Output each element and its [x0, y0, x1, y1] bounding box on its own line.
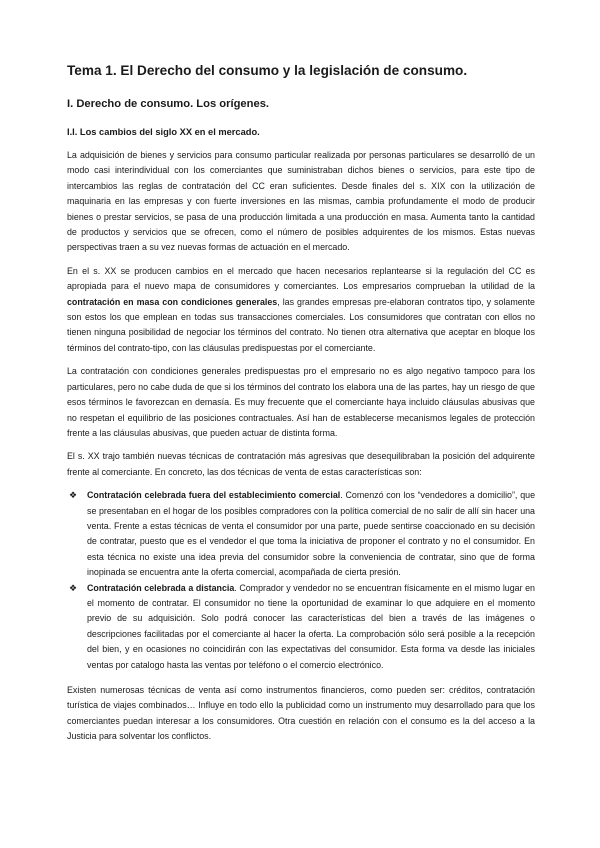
- paragraph-2-text-after: , las grandes empresas pre-elaboran contratos tipo, y solamente son estos los que emplean en todas sus transacciones comerciales. Los consumidores que contratan con ellos no tienen ninguna posibilidad de negociar los términos del contrato. No tienen otra alternativa que aceptar en bloque los términos del contrato-tipo, con las cláusulas predispuestas por el comerciante.: [67, 296, 535, 353]
- paragraph-2: [67, 264, 535, 356]
- document-title: Tema 1. El Derecho del consumo y la legislación de consumo.: [67, 63, 468, 78]
- bullet-item-a-distancia: [67, 581, 535, 673]
- bullet-2-bold-term: Contratación celebrada a distancia: [87, 582, 235, 593]
- bullet-2-text: . Comprador y vendedor no se encuentran físicamente en el mismo lugar en el momento de contratar. El consumidor no tiene la oportunidad de examinar lo que adquiere en el momento previo de su adquisición. Solo podrá conocer las características del bien a través de las imágenes o descripciones facilitadas por el comerciante al hacer la oferta. La comprobación sólo será posible a la recepción del bien, y en ocasiones no coincidirán con las expectativas del consumidor. Esta forma va desde las iniciales ventas por catalogo hasta las ventas por teléfono o el comercio electrónico.: [87, 582, 535, 670]
- bullet-item-fuera-establecimiento: [67, 488, 535, 580]
- bullet-list: [67, 488, 535, 673]
- paragraph-4: El s. XX trajo también nuevas técnicas de contratación más agresivas que desequilibraban la posición del adquirente frente al comerciante. En concreto, las dos técnicas de venta de estas características son:: [67, 451, 535, 477]
- paragraph-3: La contratación con condiciones generales predispuestas pro el empresario no es algo negativo tampoco para los particulares, pero no cabe duda de que si los términos del contrato los elabora una de las partes, hay un riesgo de que esos términos le favorezcan en demasía. Es muy frecuente que el comerciante haya incluido cláusulas abusivas que no respetan el equilibrio de las posiciones contractuales. Así han de establecerse mecanismos legales de protección frente a las cláusulas abusivas, que pueden actuar de distinta forma.: [67, 366, 535, 438]
- section-heading: I. Derecho de consumo. Los orígenes.: [67, 98, 270, 110]
- bullet-1-bold-term: Contratación celebrada fuera del establecimiento comercial: [87, 490, 341, 501]
- paragraph-2-text-before: En el s. XX se producen cambios en el mercado que hacen necesarios replantearse si la regulación del CC es apropiada para el nuevo mapa de consumidores y comerciantes. Los empresarios comprueban la utilidad de la: [67, 265, 535, 292]
- subsection-heading: I.I. Los cambios del siglo XX en el mercado.: [67, 127, 260, 137]
- diamond-bullet-icon: ❖: [69, 490, 78, 501]
- bullet-1-text: . Comenzó con los “vendedores a domicilio”, que se presentaban en el hogar de los posibles compradores con la política comercial de no salir de allí sin hacer una venta. Frente a estas técnicas de venta el consumidor por una parte, puede sentirse coaccionado en su decisión de contratar, puesto que es el vendedor el que toma la iniciativa de proponer el contrato y no el consumidor. En esta técnica no existe una idea previa del consumidor sobre la conveniencia de contratar, sino que de forma inopinada se encuentra ante la oferta comercial, acompañada de cierta presión.: [87, 490, 536, 578]
- paragraph-5: Existen numerosas técnicas de venta así como instrumentos financieros, como pueden ser: créditos, contratación turística de viajes combinados… Influye en todo ello la publicidad como un instrumento muy desarrollado para que los comerciantes puedan interesar a los consumidores. Otra cuestión en relación con el consumo es la del acceso a la Justicia para solventar los conflictos.: [67, 685, 535, 742]
- paragraph-2-bold-term: contratación en masa con condiciones generales: [67, 296, 278, 307]
- diamond-bullet-icon: ❖: [69, 582, 78, 593]
- paragraph-1: La adquisición de bienes y servicios para consumo particular realizada por personas particulares se desarrolló de un modo casi interindividual con los comerciantes que suministraban dichos bienes o servicios, para este tipo de intercambios las reglas de contratación del CC eran suficientes. Desde finales del s. XIX con la utilización de maquinaria en las empresas y con fuerte inversiones en las mismas, cambia profundamente el modo de producir bienes o prestar servicios, se pasa de una producción limitada a una producción en masa. Aumenta tanto la cantidad de productos y servicios que se ofrecen, como el número de posibles adquirentes de los mismos. Estas nuevas perspectivas traen a su vez nuevas formas de actuación en el mercado.: [67, 150, 535, 253]
